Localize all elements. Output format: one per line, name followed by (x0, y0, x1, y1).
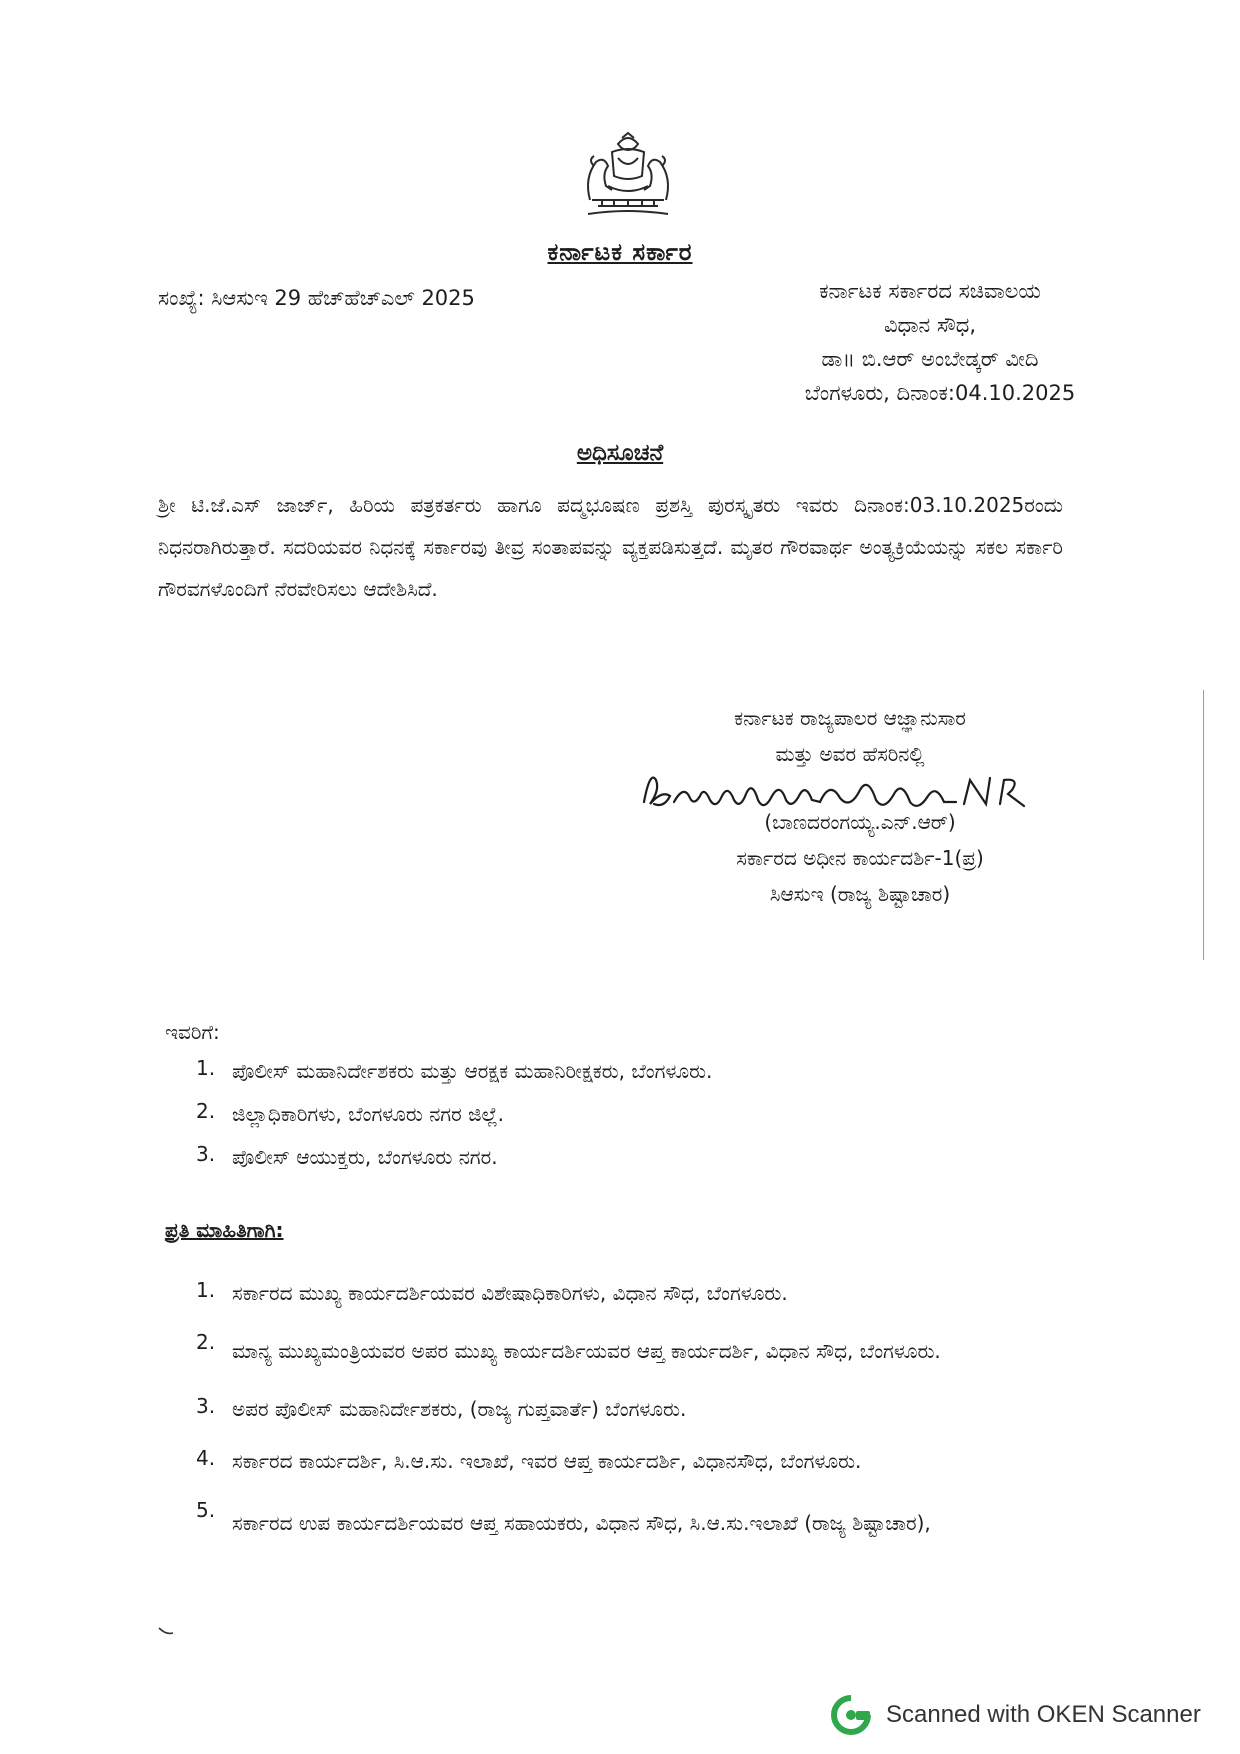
list-item-text: ಪೊಲೀಸ್ ಆಯುಕ್ತರು, ಬೆಂಗಳೂರು ನಗರ. (232, 1145, 498, 1169)
list-item (196, 1330, 1076, 1372)
office-address (720, 274, 1140, 410)
list-item-number: 2. (196, 1330, 216, 1354)
scanner-watermark (830, 1694, 1201, 1736)
recipients-list (196, 1056, 1076, 1185)
notification-title: ಅಧಿಸೂಚನೆ (576, 440, 664, 466)
issue-date: ಬೆಂಗಳೂರು, ದಿನಾಂಕ:04.10.2025 (804, 381, 1076, 405)
oken-scanner-logo-icon (830, 1694, 872, 1736)
karnataka-emblem-icon (578, 130, 678, 220)
list-item (196, 1446, 1076, 1476)
scan-margin-line (1203, 690, 1204, 960)
scanner-watermark-text: Scanned with OKEN Scanner (886, 1701, 1201, 1728)
list-item (196, 1498, 1076, 1548)
list-item-text: ಜಿಲ್ಲಾಧಿಕಾರಿಗಳು, ಬೆಂಗಳೂರು ನಗರ ಜಿಲ್ಲೆ. (232, 1102, 505, 1126)
list-item-number: 2. (196, 1099, 216, 1123)
recipients-heading: ಇವರಿಗೆ: (165, 1020, 220, 1044)
list-item-text: ಅಪರ ಪೊಲೀಸ್ ಮಹಾನಿರ್ದೇಶಕರು, (ರಾಜ್ಯ ಗುಪ್ತವಾರ್ತೆ) ಬೆಂಗಳೂರು. (232, 1397, 687, 1421)
list-item-text: ಸರ್ಕಾರದ ಮುಖ್ಯ ಕಾರ್ಯದರ್ಶಿಯವರ ವಿಶೇಷಾಧಿಕಾರಿಗಳು, ವಿಧಾನ ಸೌಧ, ಬೆಂಗಳೂರು. (232, 1281, 788, 1305)
authority-line: ಕರ್ನಾಟಕ ರಾಜ್ಯಪಾಲರ ಆಜ್ಞಾನುಸಾರ (734, 706, 966, 730)
signatory-name: (ಬಾಣದರಂಗಯ್ಯ.ಎನ್.ಆರ್) (764, 810, 956, 834)
list-item (196, 1099, 1076, 1129)
list-item (196, 1056, 1076, 1086)
copy-to-list (196, 1278, 1076, 1570)
office-line: ಕರ್ನಾಟಕ ಸರ್ಕಾರದ ಸಚಿವಾಲಯ (819, 279, 1041, 303)
list-item (196, 1142, 1076, 1172)
list-item-number: 1. (196, 1056, 216, 1080)
notification-body: ಶ್ರೀ ಟಿ.ಜೆ.ಎಸ್ ಜಾರ್ಜ್, ಹಿರಿಯ ಪತ್ರಕರ್ತರು ಹಾಗೂ ಪದ್ಮಭೂಷಣ ಪ್ರಶಸ್ತಿ ಪುರಸ್ಕೃತರು ಇವರು ದಿನಾಂಕ:03.10.2025ರಂದು ನಿಧನರಾಗಿರುತ್ತಾರೆ. ಸದರಿಯವರ ನಿಧನಕ್ಕೆ ಸರ್ಕಾರವು ತೀವ್ರ ಸಂತಾಪವನ್ನು ವ್ಯಕ್ತಪಡಿಸುತ್ತದೆ. ಮೃತರ ಗೌರವಾರ್ಥ ಅಂತ್ಯಕ್ರಿಯೆಯನ್ನು ಸಕಲ ಸರ್ಕಾರಿ ಗೌರವಗಳೊಂದಿಗೆ ನೆರವೇರಿಸಲು ಆದೇಶಿಸಿದೆ. (158, 493, 1063, 601)
reference-number: ಸಂಖ್ಯೆ: ಸಿಆಸುಇ 29 ಹೆಚ್‌ಹೆಚ್‌ಎಲ್ 2025 (158, 286, 475, 310)
list-item-number: 4. (196, 1446, 216, 1470)
list-item-number: 3. (196, 1142, 216, 1166)
signatory-department: ಸಿಆಸುಇ (ರಾಜ್ಯ ಶಿಷ್ಟಾಚಾರ) (769, 882, 951, 906)
list-item-text: ಮಾನ್ಯ ಮುಖ್ಯಮಂತ್ರಿಯವರ ಅಪರ ಮುಖ್ಯ ಕಾರ್ಯದರ್ಶಿಯವರ ಆಪ್ತ ಕಾರ್ಯದರ್ಶಿ, ವಿಧಾನ ಸೌಧ, ಬೆಂಗಳೂರು. (232, 1339, 941, 1363)
list-item-text: ಪೊಲೀಸ್ ಮಹಾನಿರ್ದೇಶಕರು ಮತ್ತು ಆರಕ್ಷಕ ಮಹಾನಿರೀಕ್ಷಕರು, ಬೆಂಗಳೂರು. (232, 1059, 713, 1083)
list-item-text: ಸರ್ಕಾರದ ಉಪ ಕಾರ್ಯದರ್ಶಿಯವರ ಆಪ್ತ ಸಹಾಯಕರು, ವಿಧಾನ ಸೌಧ, ಸಿ.ಆ.ಸು.ಇಲಾಖೆ (ರಾಜ್ಯ ಶಿಷ್ಟಾಚಾರ), (232, 1511, 931, 1535)
list-item-number: 5. (196, 1498, 216, 1522)
authority-line: ಮತ್ತು ಅವರ ಹೆಸರಿನಲ್ಲಿ (775, 742, 925, 766)
stray-pen-mark (158, 1626, 174, 1636)
government-title: ಕರ್ನಾಟಕ ಸರ್ಕಾರ (547, 238, 693, 266)
signatory-details (640, 804, 1080, 912)
list-item-number: 1. (196, 1278, 216, 1302)
list-item (196, 1394, 1076, 1424)
office-line: ವಿಧಾನ ಸೌಧ, (883, 313, 977, 337)
office-line: ಡಾ॥ ಬಿ.ಆರ್ ಅಂಬೇಡ್ಕರ್ ವೀದಿ (821, 347, 1039, 371)
list-item-number: 3. (196, 1394, 216, 1418)
copy-to-heading: ಪ್ರತಿ ಮಾಹಿತಿಗಾಗಿ: (165, 1218, 284, 1242)
signatory-designation: ಸರ್ಕಾರದ ಅಧೀನ ಕಾರ್ಯದರ್ಶಿ-1(ಪ್ರ) (736, 846, 984, 870)
list-item-text: ಸರ್ಕಾರದ ಕಾರ್ಯದರ್ಶಿ, ಸಿ.ಆ.ಸು. ಇಲಾಖೆ, ಇವರ ಆಪ್ತ ಕಾರ್ಯದರ್ಶಿ, ವಿಧಾನಸೌಧ, ಬೆಂಗಳೂರು. (232, 1449, 862, 1473)
list-item (196, 1278, 1076, 1308)
